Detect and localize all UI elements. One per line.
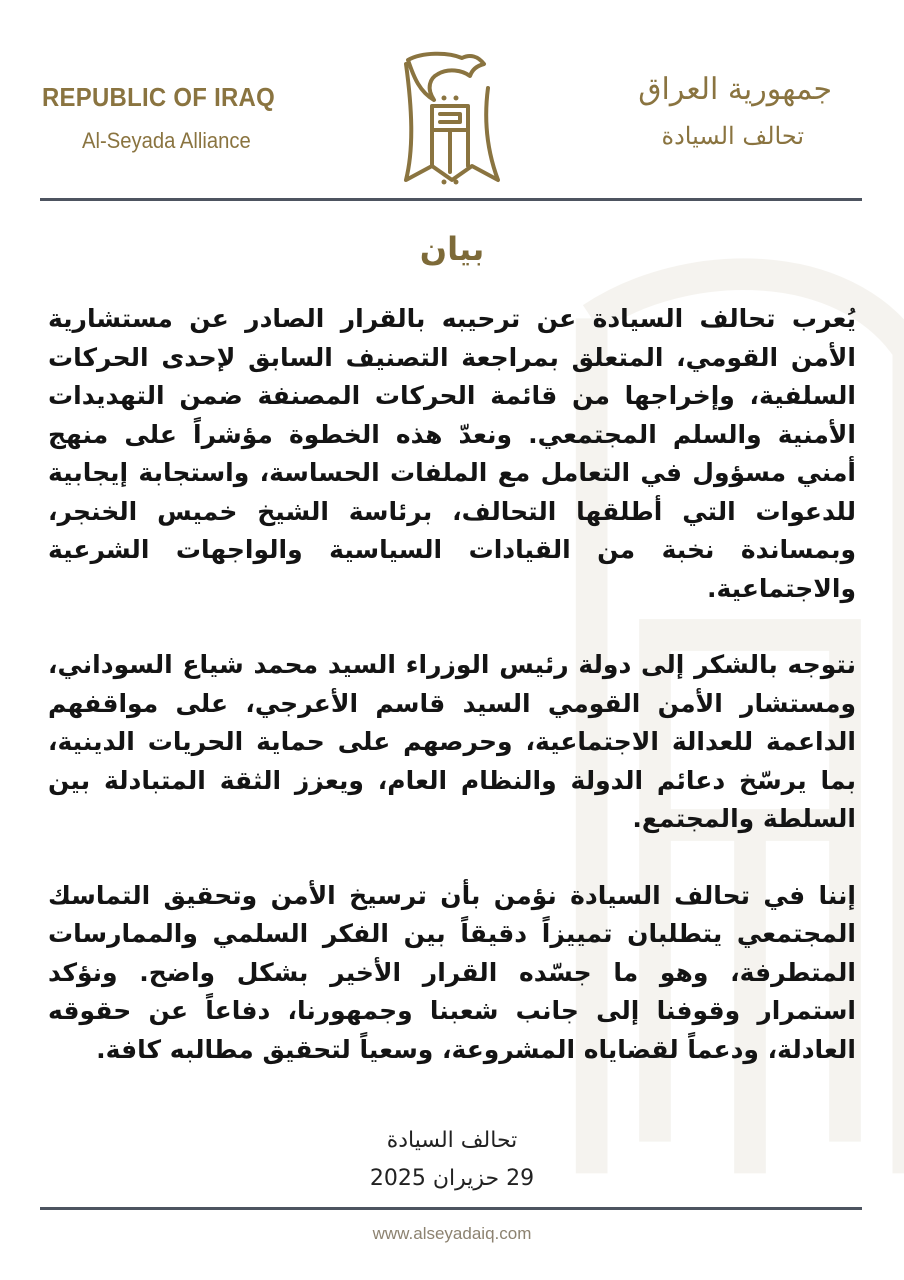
website-link[interactable]: www.alseyadaiq.com xyxy=(372,1224,532,1243)
paragraph: يُعرب تحالف السيادة عن ترحيبه بالقرار الصادر عن مستشارية الأمن القومي، المتعلق بمراجعة التصنيف السابق لإحدى الحركات السلفية، وإخراجها من قائمة الحركات المصنفة ضمن التهديدات الأمنية والسلم المجتمعي. ونعدّ هذه الخطوة مؤشراً على منهج أمني مسؤول في التعامل مع الملفات الحساسة، واستجابة إيجابية للدعوات التي أطلقها التحالف، برئاسة الشيخ خميس الخنجر، وبمساندة نخبة من القيادات السياسية والواجهات الشرعية والاجتماعية. xyxy=(48,304,856,603)
document-title: بيان xyxy=(419,230,485,268)
signature-name: تحالف السيادة xyxy=(386,1128,518,1153)
paragraph: إننا في تحالف السيادة نؤمن بأن ترسيخ الأمن وتحقيق التماسك المجتمعي يتطلبان تمييزاً دقيقاً بين الفكر السلمي والممارسات المتطرفة، وهو ما جسّده القرار الأخير بشكل واضح. ونؤكد استمرار وقوفنا إلى جانب شعبنا وجمهورنا، دفاعاً عن حقوقه العادلة، ودعماً لقضاياه المشروعة، وسعياً لتحقيق مطالبه كافة. xyxy=(48,880,856,1064)
title-english: REPUBLIC OF IRAQ xyxy=(42,82,275,112)
header-divider xyxy=(40,198,862,201)
title-arabic: جمهورية العراق xyxy=(638,72,832,107)
document-date: 29 حزيران 2025 xyxy=(369,1166,535,1191)
signature-block xyxy=(0,1122,904,1198)
letterhead xyxy=(0,0,904,200)
eagle-emblem-icon xyxy=(392,48,512,188)
statement-body xyxy=(48,300,856,1107)
footer-divider xyxy=(40,1207,862,1210)
subtitle-english: Al-Seyada Alliance xyxy=(82,128,251,153)
subtitle-arabic: تحالف السيادة xyxy=(661,122,804,150)
paragraph: نتوجه بالشكر إلى دولة رئيس الوزراء السيد محمد شياع السوداني، ومستشار الأمن القومي السيد قاسم الأعرجي، على مواقفهم الداعمة للعدالة الاجتماعية، وحرصهم على حماية الحريات الدينية، بما يرسّخ دعائم الدولة والنظام العام، ويعزز الثقة المتبادلة بين السلطة والمجتمع. xyxy=(48,650,856,833)
